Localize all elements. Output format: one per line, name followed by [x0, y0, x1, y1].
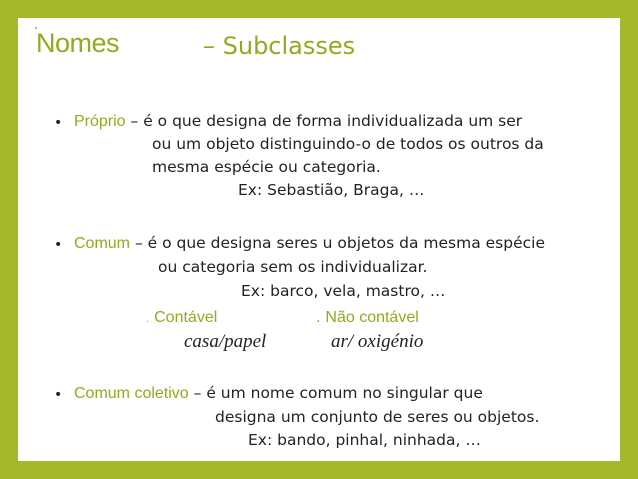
item-text: – é o que designa de forma individualizada um ser	[130, 112, 523, 130]
slide-subtitle: – Subclasses	[203, 32, 356, 60]
subtype-uncountable	[316, 308, 419, 327]
item-proprio-line-1	[74, 112, 522, 131]
item-coletivo-line-1	[74, 384, 483, 403]
subtype-countable	[146, 308, 217, 327]
item-proprio-line-3: mesma espécie ou categoria.	[152, 158, 381, 176]
item-proprio-line-2: ou um objeto distinguindo-o de todos os outros da	[152, 135, 544, 153]
item-term: Comum	[74, 235, 131, 252]
slide	[18, 18, 620, 461]
item-proprio-example: Ex: Sebastião, Braga, …	[238, 181, 425, 199]
subtype-marker: .	[316, 309, 321, 326]
item-comum-line-1	[74, 234, 545, 253]
subtype-marker: .	[146, 314, 150, 325]
subtype-uncountable-example: ar/ oxigénio	[331, 331, 424, 352]
item-term: Próprio	[74, 113, 126, 130]
item-text: – é um nome comum no singular que	[193, 384, 483, 402]
item-text: – é o que designa seres u objetos da mesma espécie	[134, 234, 545, 252]
slide-title: Nomes	[36, 28, 120, 58]
subtype-countable-example: casa/papel	[184, 331, 267, 352]
item-coletivo-example: Ex: bando, pinhal, ninhada, …	[248, 431, 481, 449]
subtype-label: Não contável	[325, 309, 419, 326]
item-coletivo-line-2: designa um conjunto de seres ou objetos.	[215, 408, 540, 426]
bullet-icon: •	[54, 237, 63, 253]
bullet-icon: •	[54, 387, 63, 403]
subtype-label: Contável	[154, 309, 218, 326]
bullet-icon: •	[54, 115, 63, 131]
item-comum-example: Ex: barco, vela, mastro, …	[241, 282, 446, 300]
item-term: Comum coletivo	[74, 385, 189, 402]
item-comum-line-2: ou categoria sem os individualizar.	[158, 258, 428, 276]
